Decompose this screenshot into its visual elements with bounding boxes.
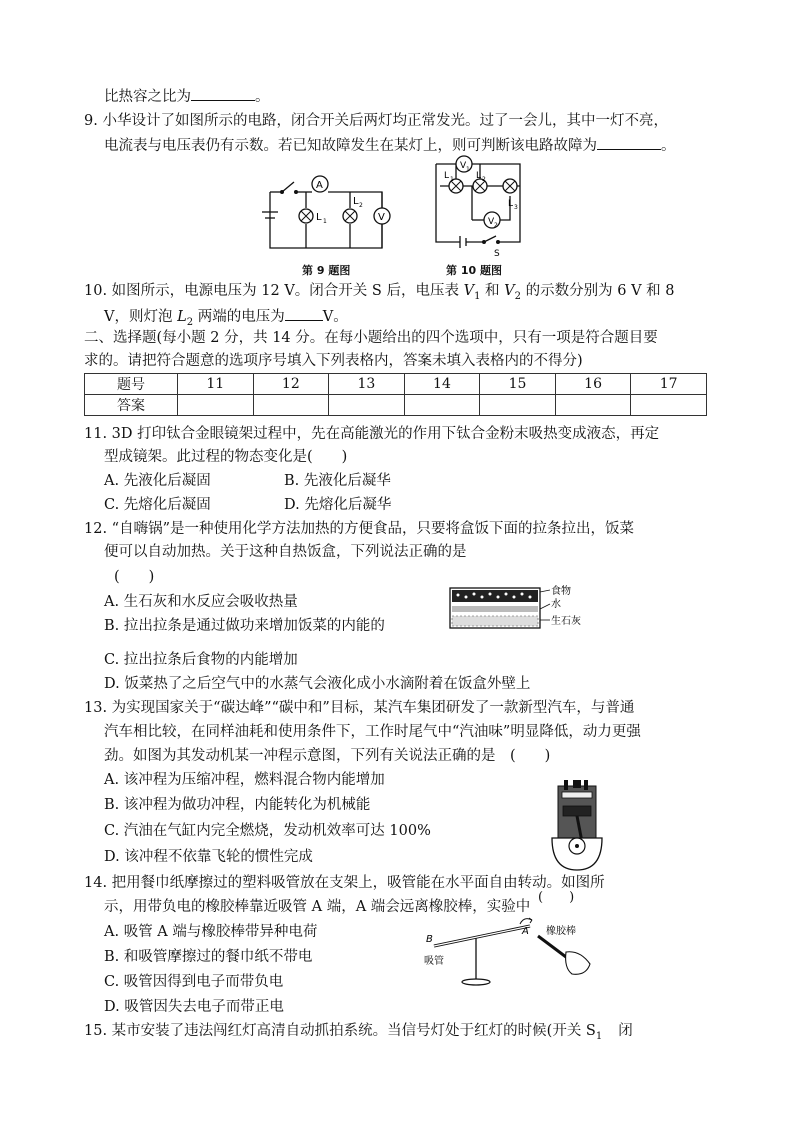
math-v1: V [463, 283, 475, 299]
food-label: 食物 [551, 586, 571, 597]
table-row [85, 374, 707, 395]
water-label: 水 [551, 599, 561, 610]
math-sub: 2 [514, 290, 522, 302]
q12-option-b: B. 拉出拉条是通过做功来增加饭菜的内能的 [104, 618, 385, 634]
l2-sub: 2 [482, 176, 486, 183]
text: V。 [322, 309, 348, 325]
engine-stroke-diagram [546, 778, 608, 872]
answer-cell[interactable] [555, 395, 631, 416]
lamp2-label: L [353, 196, 359, 207]
lamp1-sub: 1 [323, 218, 327, 225]
answer-table [84, 373, 707, 416]
table-cell: 12 [253, 374, 329, 395]
q13-option-c: C. 汽油在气缸内完全燃烧，发动机效率可达 100% [104, 823, 431, 839]
answer-blank [285, 306, 323, 321]
q11-line1: 11. 3D 打印钛合金眼镜架过程中，先在高能激光的作用下钛合金粉末吸热变成液态，再定 [84, 426, 660, 442]
v2-sub: 2 [494, 222, 498, 229]
text: 和 [480, 283, 505, 299]
table-cell: 答案 [85, 395, 178, 416]
q14-line2: 示，用带负电的橡胶棒靠近吸管 A 端，A 端会远离橡胶棒，实验中 [104, 899, 531, 915]
q12-line2: 便可以自动加热。关于这种自热饭盒，下列说法正确的是 [104, 544, 467, 560]
text: 两端的电压为 [193, 309, 285, 325]
section2-line1: 二、选择题(每小题 2 分，共 14 分。在每小题给出的四个选项中，只有一项是符合题目要 [84, 330, 658, 346]
fig10-caption: 第 10 题图 [446, 264, 502, 277]
q13-line3: 劲。如图为其发动机某一冲程示意图，下列有关说法正确的是 ( ) [104, 748, 551, 764]
text: 比热容之比为 [104, 89, 191, 105]
q12-option-d: D. 饭菜热了之后空气中的水蒸气会液化成小水滴附着在饭盒外壁上 [104, 676, 531, 692]
lime-label: 生石灰 [551, 616, 581, 627]
q12-option-a: A. 生石灰和水反应会吸收热量 [104, 594, 298, 610]
lamp2-sub: 2 [359, 202, 363, 209]
q13-option-a: A. 该冲程为压缩冲程，燃料混合物内能增加 [104, 772, 385, 788]
table-cell: 14 [404, 374, 480, 395]
answer-cell[interactable] [329, 395, 405, 416]
q12-line1: 12. “自嗨锅”是一种使用化学方法加热的方便食品，只要将盒饭下面的拉条拉出，饭菜 [84, 521, 634, 537]
q14-option-b: B. 和吸管摩擦过的餐巾纸不带电 [104, 949, 313, 965]
q9-line1: 9. 小华设计了如图所示的电路，闭合开关后两灯均正常发光。过了一会儿，其中一灯不亮， [84, 113, 668, 129]
switch-label: S [494, 249, 500, 259]
straw-experiment-diagram [420, 912, 600, 992]
q14-bracket: ( ) [538, 890, 575, 905]
q13-line2: 汽车相比较，在同样油耗和使用条件下，工作时尾气中“汽油味”明显降低，动力更强 [104, 724, 641, 740]
text: 的示数分别为 6 V 和 8 [521, 283, 675, 299]
table-row [85, 395, 707, 416]
math-sub: 1 [595, 1030, 603, 1042]
end-a-label: A [522, 926, 529, 937]
q13-line1: 13. 为实现国家关于“碳达峰”“碳中和”目标，某汽车集团研发了一款新型汽车，与普通 [84, 700, 635, 716]
table-cell: 17 [631, 374, 707, 395]
q12-option-c: C. 拉出拉条后食物的内能增加 [104, 652, 298, 668]
text: 15. 某市安装了违法闯红灯高清自动抓拍系统。当信号灯处于红灯的时候(开关 S [84, 1023, 596, 1039]
l2-label: L [476, 171, 482, 181]
q14-line1: 14. 把用餐巾纸摩擦过的塑料吸管放在支架上，吸管能在水平面自由转动。如图所 [84, 875, 605, 891]
table-cell: 11 [178, 374, 254, 395]
table-cell: 15 [480, 374, 556, 395]
text: 。 [661, 138, 676, 154]
q14-option-a: A. 吸管 A 端与橡胶棒带异种电荷 [104, 924, 318, 940]
v1-sub: 1 [466, 166, 470, 173]
fig9-caption: 第 9 题图 [302, 264, 351, 277]
answer-cell[interactable] [404, 395, 480, 416]
table-cell: 题号 [85, 374, 178, 395]
math-sub: 2 [186, 316, 194, 328]
math-v2: V [504, 283, 515, 299]
end-b-label: B [426, 934, 433, 945]
answer-cell[interactable] [480, 395, 556, 416]
ammeter-label: A [316, 180, 323, 191]
answer-blank [597, 135, 661, 150]
q15-line1 [84, 1022, 633, 1046]
q11-line2: 型成镜架。此过程的物态变化是( ) [104, 449, 348, 465]
lamp1-label: L [316, 212, 322, 223]
lunchbox-diagram [446, 584, 596, 632]
fig9-circuit-diagram [262, 168, 392, 260]
rubber-rod-label: 橡胶棒 [546, 926, 576, 937]
math-l2: L [177, 309, 187, 325]
text: 。 [255, 89, 270, 105]
q11-option-b: B. 先液化后凝华 [284, 473, 391, 489]
l1-label: L [444, 171, 450, 181]
q14-option-d: D. 吸管因失去电子而带正电 [104, 999, 284, 1015]
text: 10. 如图所示，电源电压为 12 V。闭合开关 S 后，电压表 [84, 283, 464, 299]
fig10-circuit-diagram [430, 152, 530, 260]
q8-tail [104, 86, 270, 106]
q9-line2 [104, 135, 676, 155]
q10-line2 [104, 306, 348, 332]
q13-option-d: D. 该冲程不依靠飞轮的惯性完成 [104, 849, 313, 865]
math-sub: 1 [474, 290, 481, 302]
q11-option-d: D. 先熔化后凝华 [284, 497, 392, 513]
q10-line1 [84, 282, 674, 306]
straw-label: 吸管 [424, 956, 444, 967]
table-cell: 16 [555, 374, 631, 395]
q12-bracket: ( ) [114, 569, 155, 585]
text: 电流表与电压表仍有示数。若已知故障发生在某灯上，则可判断该电路故障为 [104, 138, 597, 154]
l3-sub: 3 [514, 204, 518, 211]
l3-label: L [508, 199, 514, 209]
l1-sub: 1 [450, 176, 454, 183]
q11-option-a: A. 先液化后凝固 [104, 473, 211, 489]
q11-option-c: C. 先熔化后凝固 [104, 497, 211, 513]
q14-option-c: C. 吸管因得到电子而带负电 [104, 974, 284, 990]
text: 闭 [618, 1023, 633, 1039]
answer-cell[interactable] [253, 395, 329, 416]
answer-cell[interactable] [631, 395, 707, 416]
answer-cell[interactable] [178, 395, 254, 416]
v2-label: V [488, 217, 495, 227]
text: V，则灯泡 [104, 309, 178, 325]
section2-line2: 求的。请把符合题意的选项序号填入下列表格内，答案未填入表格内的不得分) [84, 353, 583, 369]
table-cell: 13 [329, 374, 405, 395]
v1-label: V [460, 161, 467, 171]
voltmeter-label: V [378, 212, 385, 223]
q13-option-b: B. 该冲程为做功冲程，内能转化为机械能 [104, 797, 371, 813]
answer-blank [191, 86, 255, 101]
